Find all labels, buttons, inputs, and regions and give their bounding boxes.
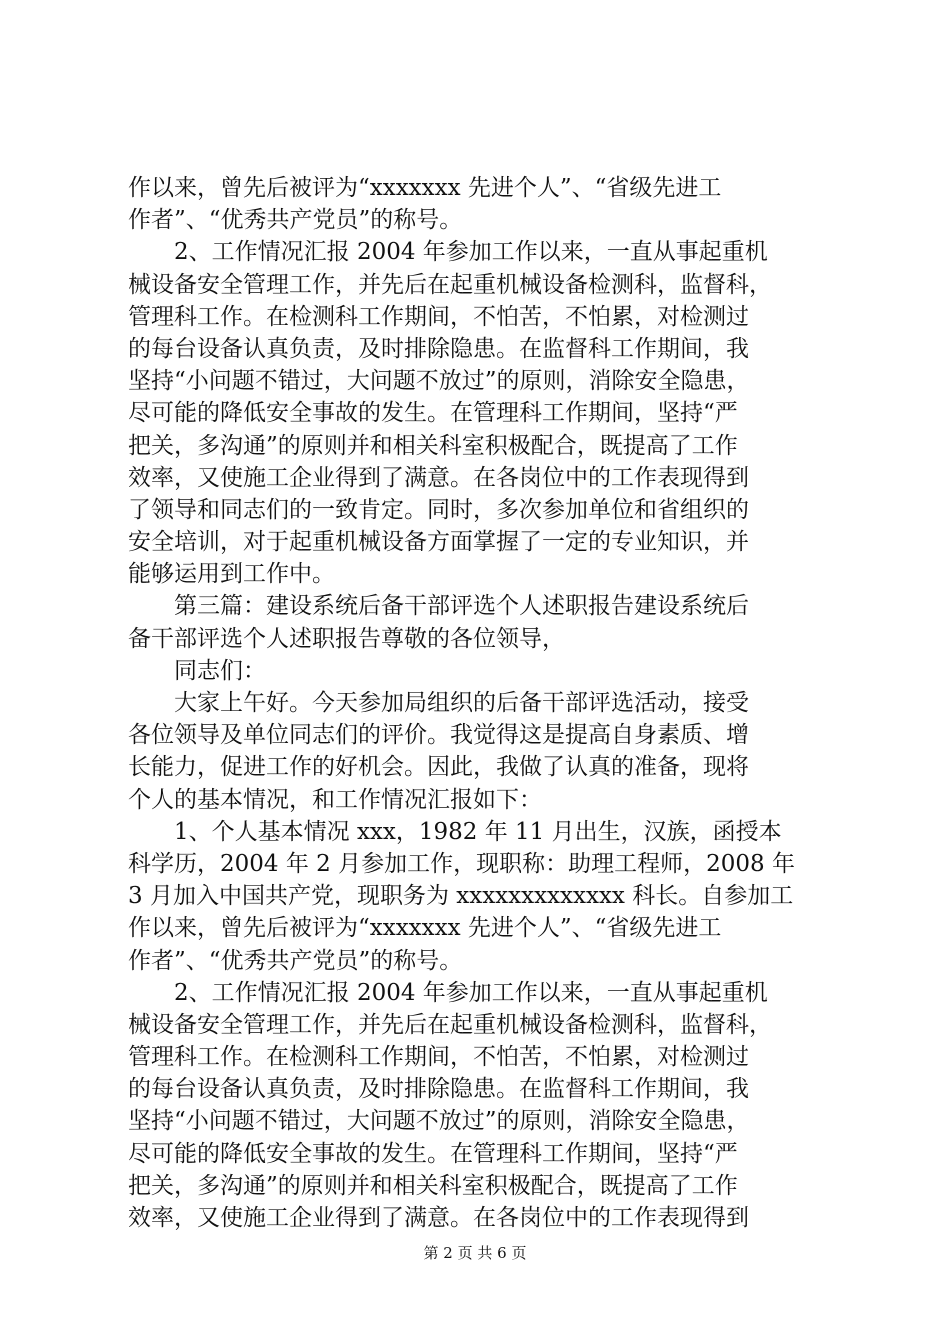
- text-line: 尽可能的降低安全事故的发生。在管理科工作期间，坚持“严: [128, 1140, 738, 1167]
- text-line: 把关，多沟通”的原则并和相关科室积极配合，既提高了工作: [128, 432, 738, 459]
- text-line: 坚持“小问题不错过，大问题不放过”的原则，消除安全隐患，: [128, 368, 750, 395]
- text-line: 科学历，2004 年 2 月参加工作，现职称：助理工程师，2008 年: [128, 850, 795, 877]
- text-line: 了领导和同志们的一致肯定。同时，多次参加单位和省组织的: [128, 496, 749, 523]
- text-line: 个人的基本情况，和工作情况汇报如下：: [128, 786, 542, 813]
- text-line: 安全培训，对于起重机械设备方面掌握了一定的专业知识，并: [128, 529, 749, 556]
- text-line: 管理科工作。在检测科工作期间，不怕苦，不怕累，对检测过: [128, 1044, 749, 1071]
- text-line: 能够运用到工作中。: [128, 561, 335, 588]
- text-line: 效率，又使施工企业得到了满意。在各岗位中的工作表现得到: [128, 1205, 749, 1231]
- text-line: 备干部评选个人述职报告尊敬的各位领导，: [128, 625, 565, 652]
- text-line: 作者”、“优秀共产党员”的称号。: [128, 947, 463, 974]
- text-line: 2、工作情况汇报 2004 年参加工作以来，一直从事起重机: [128, 239, 768, 266]
- text-line: 的每台设备认真负责，及时排除隐患。在监督科工作期间，我: [128, 335, 749, 362]
- text-line: 效率，又使施工企业得到了满意。在各岗位中的工作表现得到: [128, 464, 749, 491]
- text-line: 坚持“小问题不错过，大问题不放过”的原则，消除安全隐患，: [128, 1108, 750, 1135]
- text-line: 2、工作情况汇报 2004 年参加工作以来，一直从事起重机: [128, 979, 768, 1006]
- text-line: 械设备安全管理工作，并先后在起重机械设备检测科，监督科，: [128, 1011, 772, 1038]
- text-line: 3 月加入中国共产党，现职务为 xxxxxxxxxxxxx 科长。自参加工: [128, 883, 794, 910]
- text-line: 长能力，促进工作的好机会。因此，我做了认真的准备，现将: [128, 754, 749, 781]
- text-line: 第三篇：建设系统后备干部评选个人述职报告建设系统后: [128, 593, 749, 620]
- text-line: 各位领导及单位同志们的评价。我觉得这是提高自身素质、增: [128, 722, 749, 749]
- text-line: 的每台设备认真负责，及时排除隐患。在监督科工作期间，我: [128, 1076, 749, 1103]
- text-line: 同志们：: [128, 657, 266, 684]
- page-footer: 第 2 页 共 6 页: [423, 1244, 527, 1262]
- text-line: 作以来，曾先后被评为“xxxxxxx 先进个人”、“省级先进工: [128, 175, 722, 201]
- text-line: 把关，多沟通”的原则并和相关科室积极配合，既提高了工作: [128, 1172, 738, 1199]
- text-line: 1、个人基本情况 xxx，1982 年 11 月出生，汉族，函授本: [128, 818, 782, 845]
- text-line: 尽可能的降低安全事故的发生。在管理科工作期间，坚持“严: [128, 400, 738, 427]
- text-line: 管理科工作。在检测科工作期间，不怕苦，不怕累，对检测过: [128, 303, 749, 330]
- text-line: 作以来，曾先后被评为“xxxxxxx 先进个人”、“省级先进工: [128, 915, 722, 942]
- document-body: [128, 172, 838, 1234]
- text-line: 大家上午好。今天参加局组织的后备干部评选活动，接受: [128, 690, 749, 716]
- text-line: 作者”、“优秀共产党员”的称号。: [128, 207, 463, 234]
- text-line: 械设备安全管理工作，并先后在起重机械设备检测科，监督科，: [128, 271, 772, 298]
